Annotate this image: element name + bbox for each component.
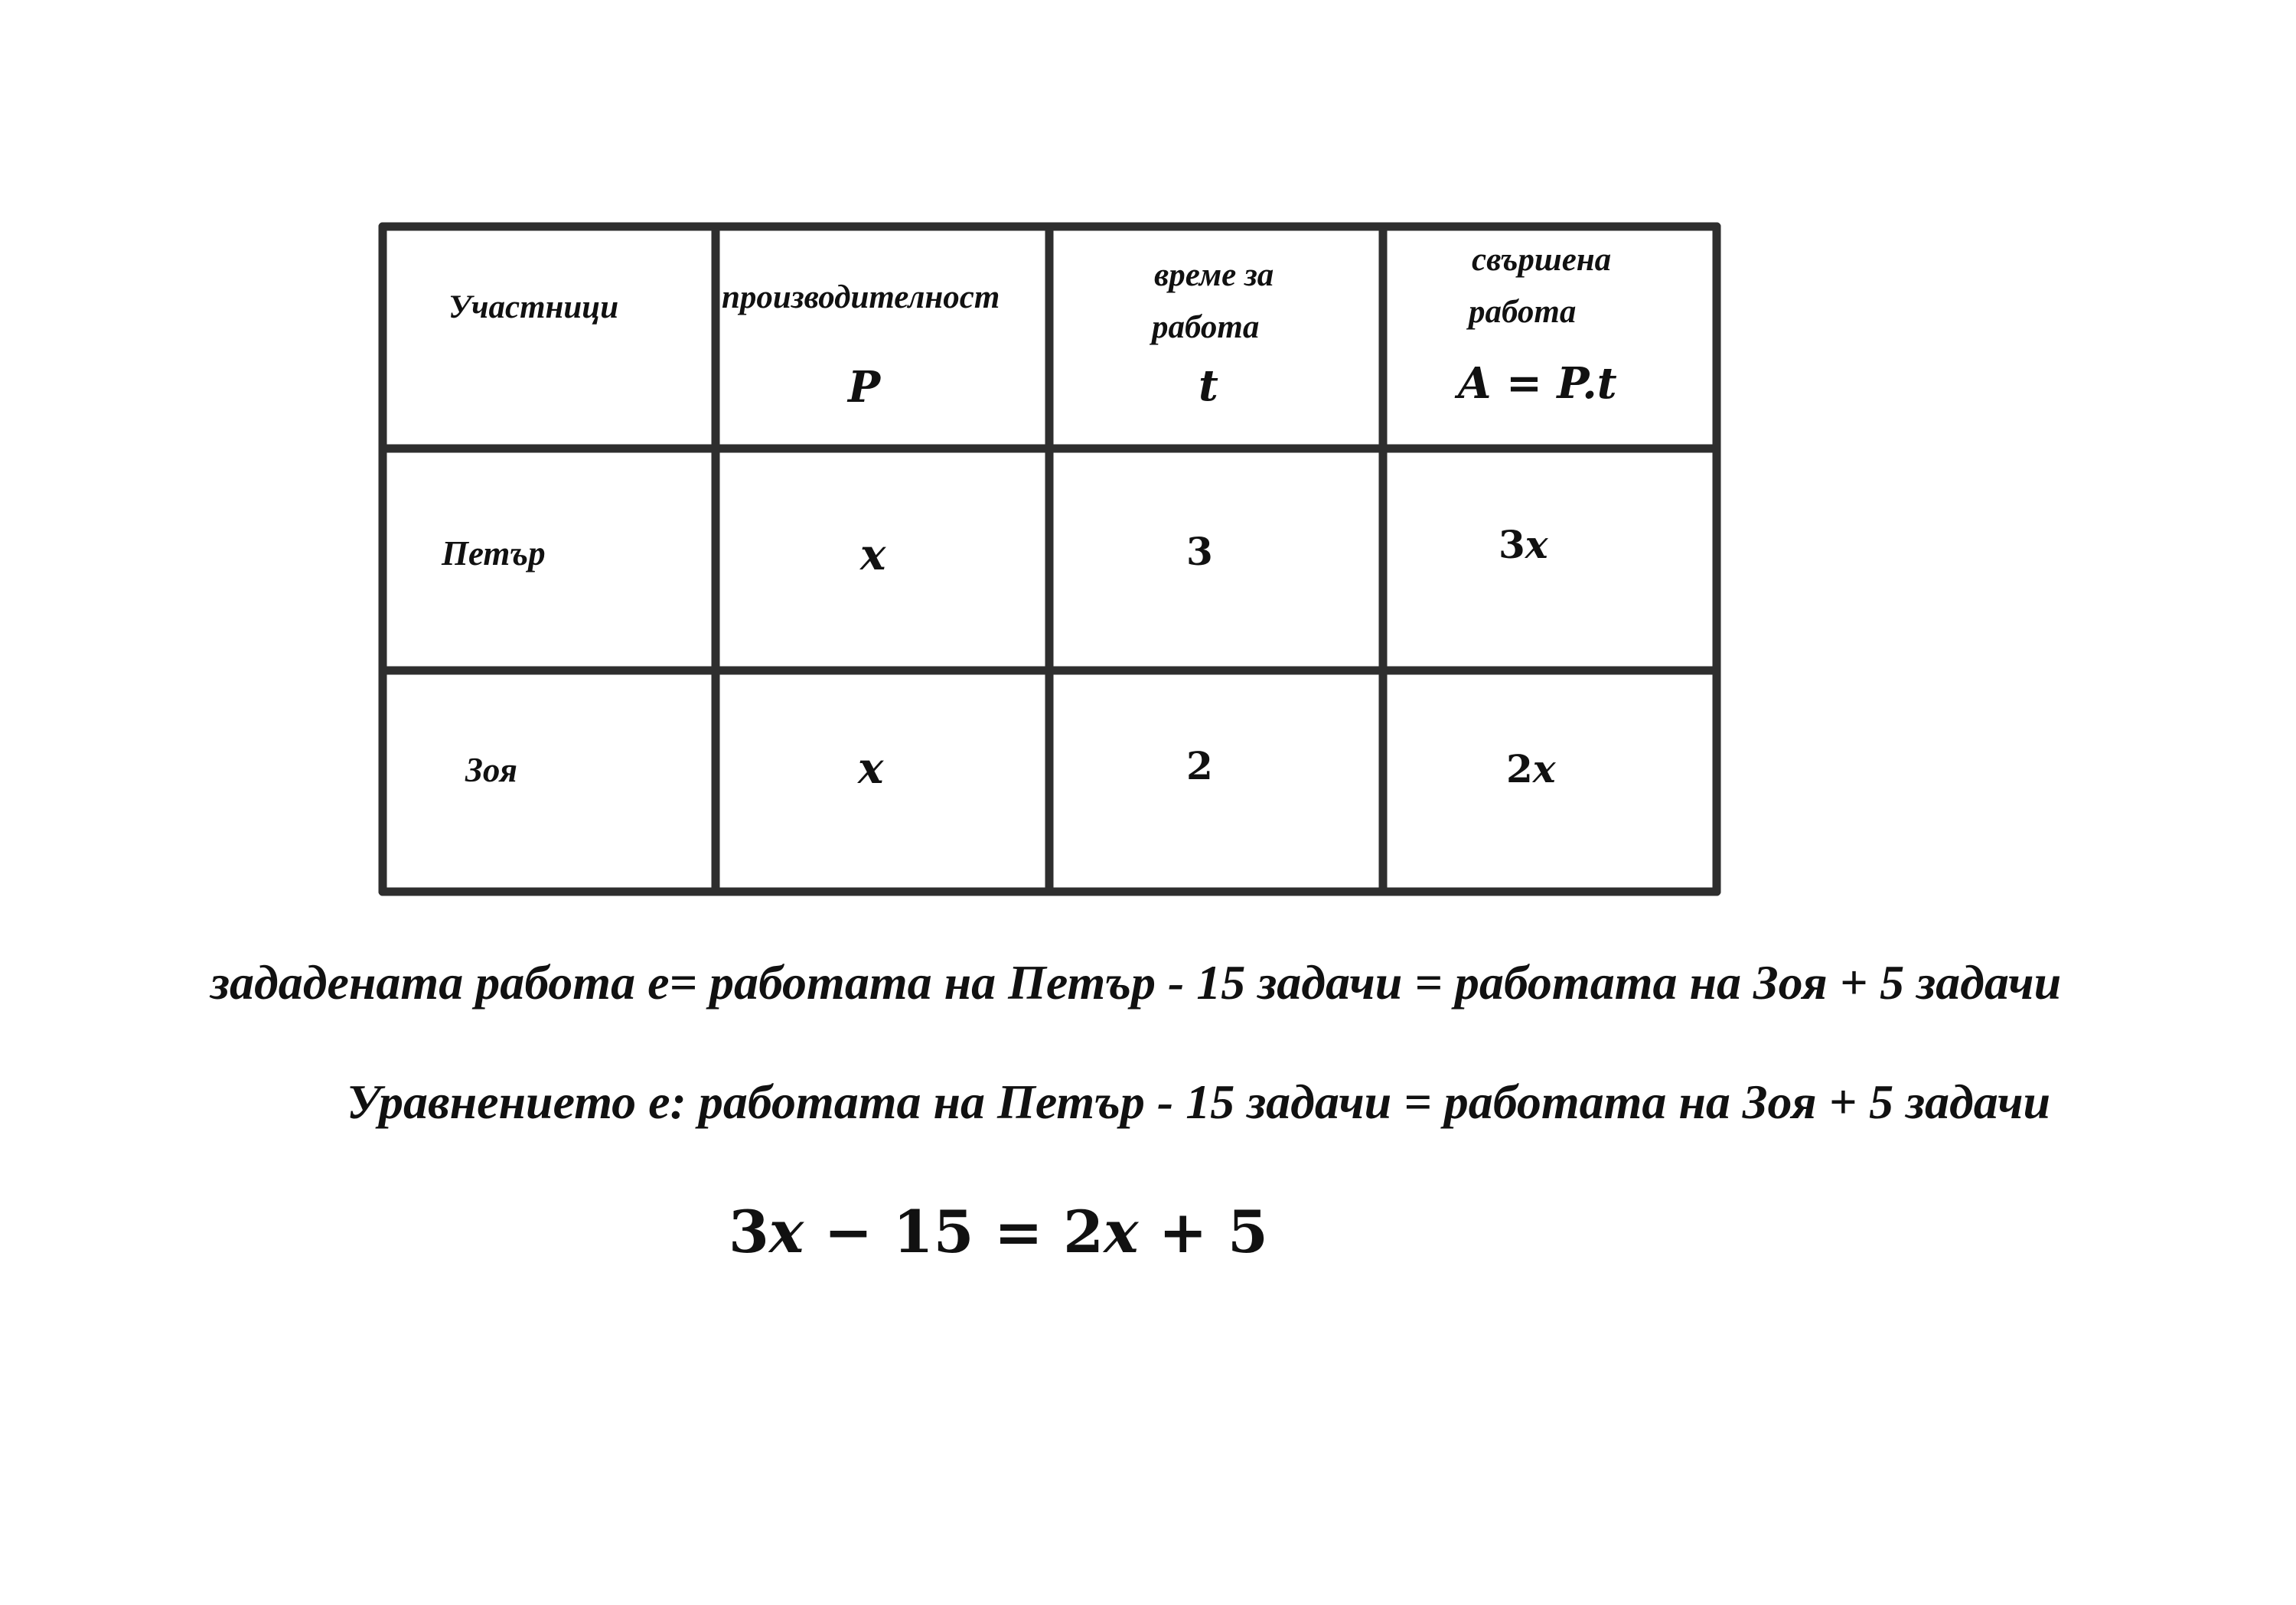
header-productivity: производителност	[722, 279, 1000, 315]
header-time-line2: работа	[1152, 309, 1260, 345]
sentence-equation-text: Уравнението е: работата на Петър - 15 задачи = работата на Зоя + 5 задачи	[347, 1075, 2051, 1129]
header-participants: Участници	[448, 289, 619, 325]
header-work-line1: свършена	[1472, 242, 1612, 278]
row-name-peter: Петър	[442, 534, 546, 573]
row-productivity-peter: x	[860, 530, 886, 580]
header-productivity-symbol: P	[848, 362, 881, 413]
row-name-zoya: Зоя	[465, 751, 517, 789]
row-work-zoya: 2x	[1506, 746, 1556, 791]
row-time-peter: 3	[1186, 529, 1213, 574]
sentence-given-work: зададената работа е= работата на Петър - 15 задачи = работата на Зоя + 5 задачи	[210, 955, 2062, 1010]
header-work-formula: A = P.t	[1458, 358, 1617, 409]
header-time-line1: време за	[1154, 257, 1274, 293]
row-productivity-zoya: x	[858, 743, 884, 794]
header-time-symbol: t	[1199, 360, 1218, 411]
row-work-peter: 3x	[1499, 522, 1548, 567]
row-time-zoya: 2	[1186, 743, 1213, 788]
header-work-line2: работа	[1469, 294, 1577, 330]
equation: 3x − 15 = 2x + 5	[729, 1198, 1268, 1266]
